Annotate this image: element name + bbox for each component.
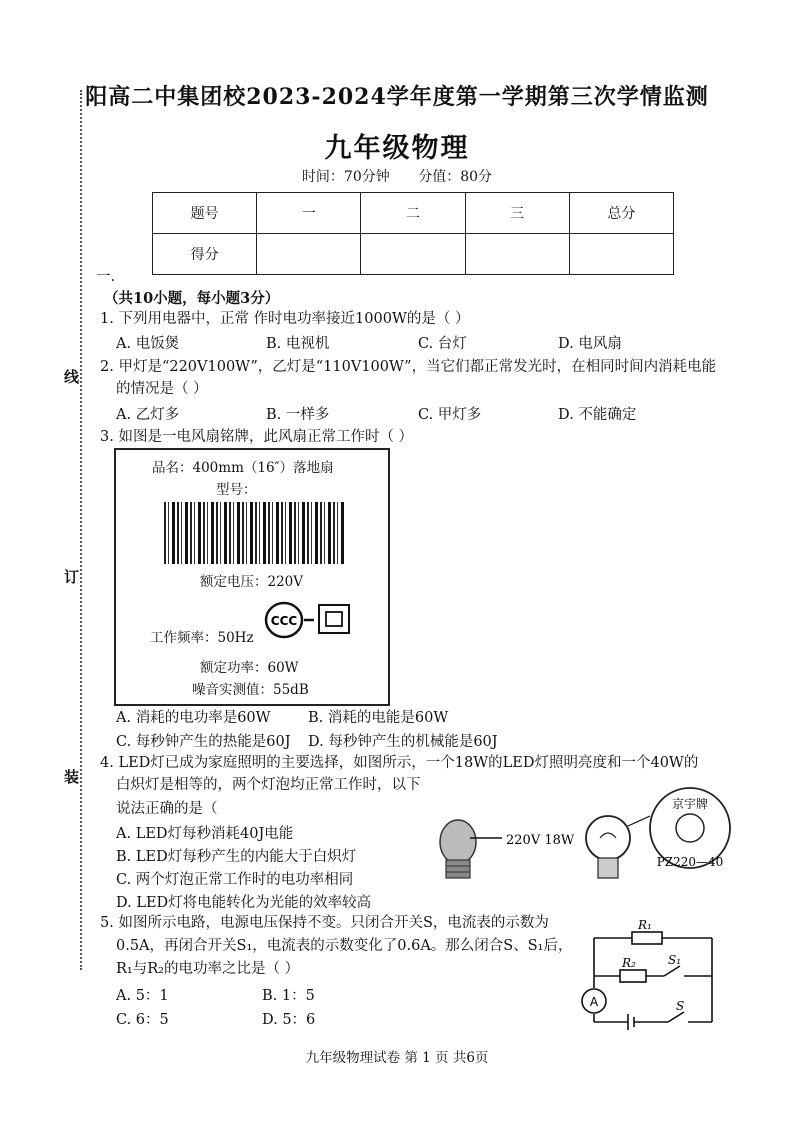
q1-option-c: C. 台灯 bbox=[418, 336, 467, 352]
q2-option-a: A. 乙灯多 bbox=[116, 407, 180, 423]
incandescent-bulb-icon bbox=[586, 816, 630, 878]
score-table-header-row bbox=[153, 193, 674, 234]
q2-option-c: C. 甲灯多 bbox=[418, 407, 482, 423]
plate-frequency: 工作频率：50Hz bbox=[150, 630, 254, 646]
question-2-stem-cont: 的情况是（ ） bbox=[116, 381, 208, 397]
s1-label: S₁ bbox=[668, 953, 682, 967]
score-cell[interactable] bbox=[361, 234, 465, 275]
q1-option-a: A. 电饭煲 bbox=[116, 336, 180, 352]
question-5-stem-cont2: R₁与R₂的电功率之比是（ ） bbox=[116, 961, 300, 977]
bulb-rating: PZ220—40 bbox=[656, 855, 724, 869]
score-table-header: 三 bbox=[465, 193, 569, 234]
score-table bbox=[152, 192, 674, 275]
q2-option-b: B. 一样多 bbox=[266, 407, 330, 423]
q3-option-d: D. 每秒钟产生的机械能是60J bbox=[308, 734, 498, 750]
plate-model: 型号： bbox=[216, 482, 257, 498]
binding-line bbox=[80, 90, 82, 970]
r1-label: R₁ bbox=[638, 918, 652, 932]
ammeter-label: A bbox=[589, 995, 599, 1009]
page-footer: 九年级物理试卷 第 1 页 共6页 bbox=[305, 1050, 489, 1066]
question-5-stem: 5. 如图所示电路，电源电压保持不变。只闭合开关S，电流表的示数为 bbox=[100, 915, 549, 931]
question-3-stem: 3. 如图是一电风扇铭牌，此风扇正常工作时（ ） bbox=[100, 429, 414, 445]
question-1-stem: 1. 下列用电器中，正常 作时电功率接近1000W的是（ ） bbox=[100, 311, 470, 327]
exam-title: 阳高二中集团校2023-2024学年度第一学期第三次学情监测 bbox=[85, 84, 709, 110]
score-table-header: 总分 bbox=[569, 193, 673, 234]
score-cell[interactable] bbox=[257, 234, 361, 275]
plate-product-name: 品名：400mm（16″）落地扇 bbox=[152, 460, 334, 476]
plate-noise: 噪音实测值：55dB bbox=[192, 682, 309, 698]
led-lamp-label: 220V 18W bbox=[506, 833, 575, 848]
q4-option-b: B. LED灯每秒产生的内能大于白炽灯 bbox=[116, 849, 357, 865]
question-4-stem-cont2: 说法正确的是（ bbox=[116, 801, 218, 817]
binding-label-ding: 订 bbox=[64, 568, 80, 586]
r2-label: R₂ bbox=[622, 956, 636, 970]
q4-option-c: C. 两个灯泡正常工作时的电功率相同 bbox=[116, 872, 354, 888]
score-cell[interactable] bbox=[569, 234, 673, 275]
q5-option-c: C. 6：5 bbox=[116, 1012, 169, 1028]
exam-time: 时间：70分钟 bbox=[301, 169, 390, 185]
q4-option-a: A. LED灯每秒消耗40J电能 bbox=[116, 826, 294, 842]
question-4-stem: 4. LED灯已成为家庭照明的主要选择，如图所示，一个18W的LED灯照明亮度和一个40W的 bbox=[100, 755, 699, 771]
question-2-stem: 2. 甲灯是“220V100W”，乙灯是“110V100W”，当它们都正常发光时，在相同时间内消耗电能 bbox=[100, 359, 717, 375]
circuit-diagram bbox=[572, 918, 722, 1030]
q2-option-d: D. 不能确定 bbox=[558, 407, 637, 423]
q1-option-b: B. 电视机 bbox=[266, 336, 330, 352]
lamps-figure bbox=[430, 780, 750, 900]
section-number: 一. bbox=[96, 269, 116, 285]
plate-voltage: 额定电压：220V bbox=[200, 574, 304, 590]
ccc-mark-icon bbox=[264, 600, 364, 640]
binding-label-xian: 线 bbox=[64, 368, 80, 386]
score-row-label: 得分 bbox=[153, 234, 257, 275]
plate-power: 额定功率：60W bbox=[200, 660, 299, 676]
question-4-stem-cont: 白炽灯是相等的，两个灯泡均正常工作时，以下 bbox=[116, 777, 421, 793]
score-cell[interactable] bbox=[465, 234, 569, 275]
score-table-header: 一 bbox=[257, 193, 361, 234]
section-note: （共10小题，每小题3分） bbox=[104, 290, 280, 307]
q5-option-b: B. 1：5 bbox=[262, 988, 315, 1004]
exam-info bbox=[0, 166, 794, 186]
q5-option-d: D. 5：6 bbox=[262, 1012, 316, 1028]
q3-option-b: B. 消耗的电能是60W bbox=[308, 710, 449, 726]
subject-title: 九年级物理 bbox=[324, 133, 470, 164]
bulb-brand: 京宇牌 bbox=[671, 797, 709, 811]
q3-option-a: A. 消耗的电功率是60W bbox=[116, 710, 271, 726]
barcode bbox=[164, 502, 346, 564]
question-5-stem-cont: 0.5A，再闭合开关S₁，电流表的示数变化了0.6A。那么闭合S、S₁后， bbox=[116, 938, 573, 954]
binding-label-zhuang: 装 bbox=[64, 768, 80, 786]
q5-option-a: A. 5：1 bbox=[116, 988, 169, 1004]
led-lamp-icon bbox=[440, 820, 476, 878]
score-table-row bbox=[153, 234, 674, 275]
ccc-mark-text: CCC bbox=[270, 614, 298, 628]
score-table-header: 题号 bbox=[153, 193, 257, 234]
score-table-header: 二 bbox=[361, 193, 465, 234]
s-label: S bbox=[676, 999, 685, 1013]
q1-option-d: D. 电风扇 bbox=[558, 336, 622, 352]
q4-option-d: D. LED灯将电能转化为光能的效率较高 bbox=[116, 895, 372, 911]
fan-nameplate bbox=[114, 448, 390, 706]
exam-score: 分值：80分 bbox=[418, 169, 493, 185]
q3-option-c: C. 每秒钟产生的热能是60J bbox=[116, 734, 291, 750]
